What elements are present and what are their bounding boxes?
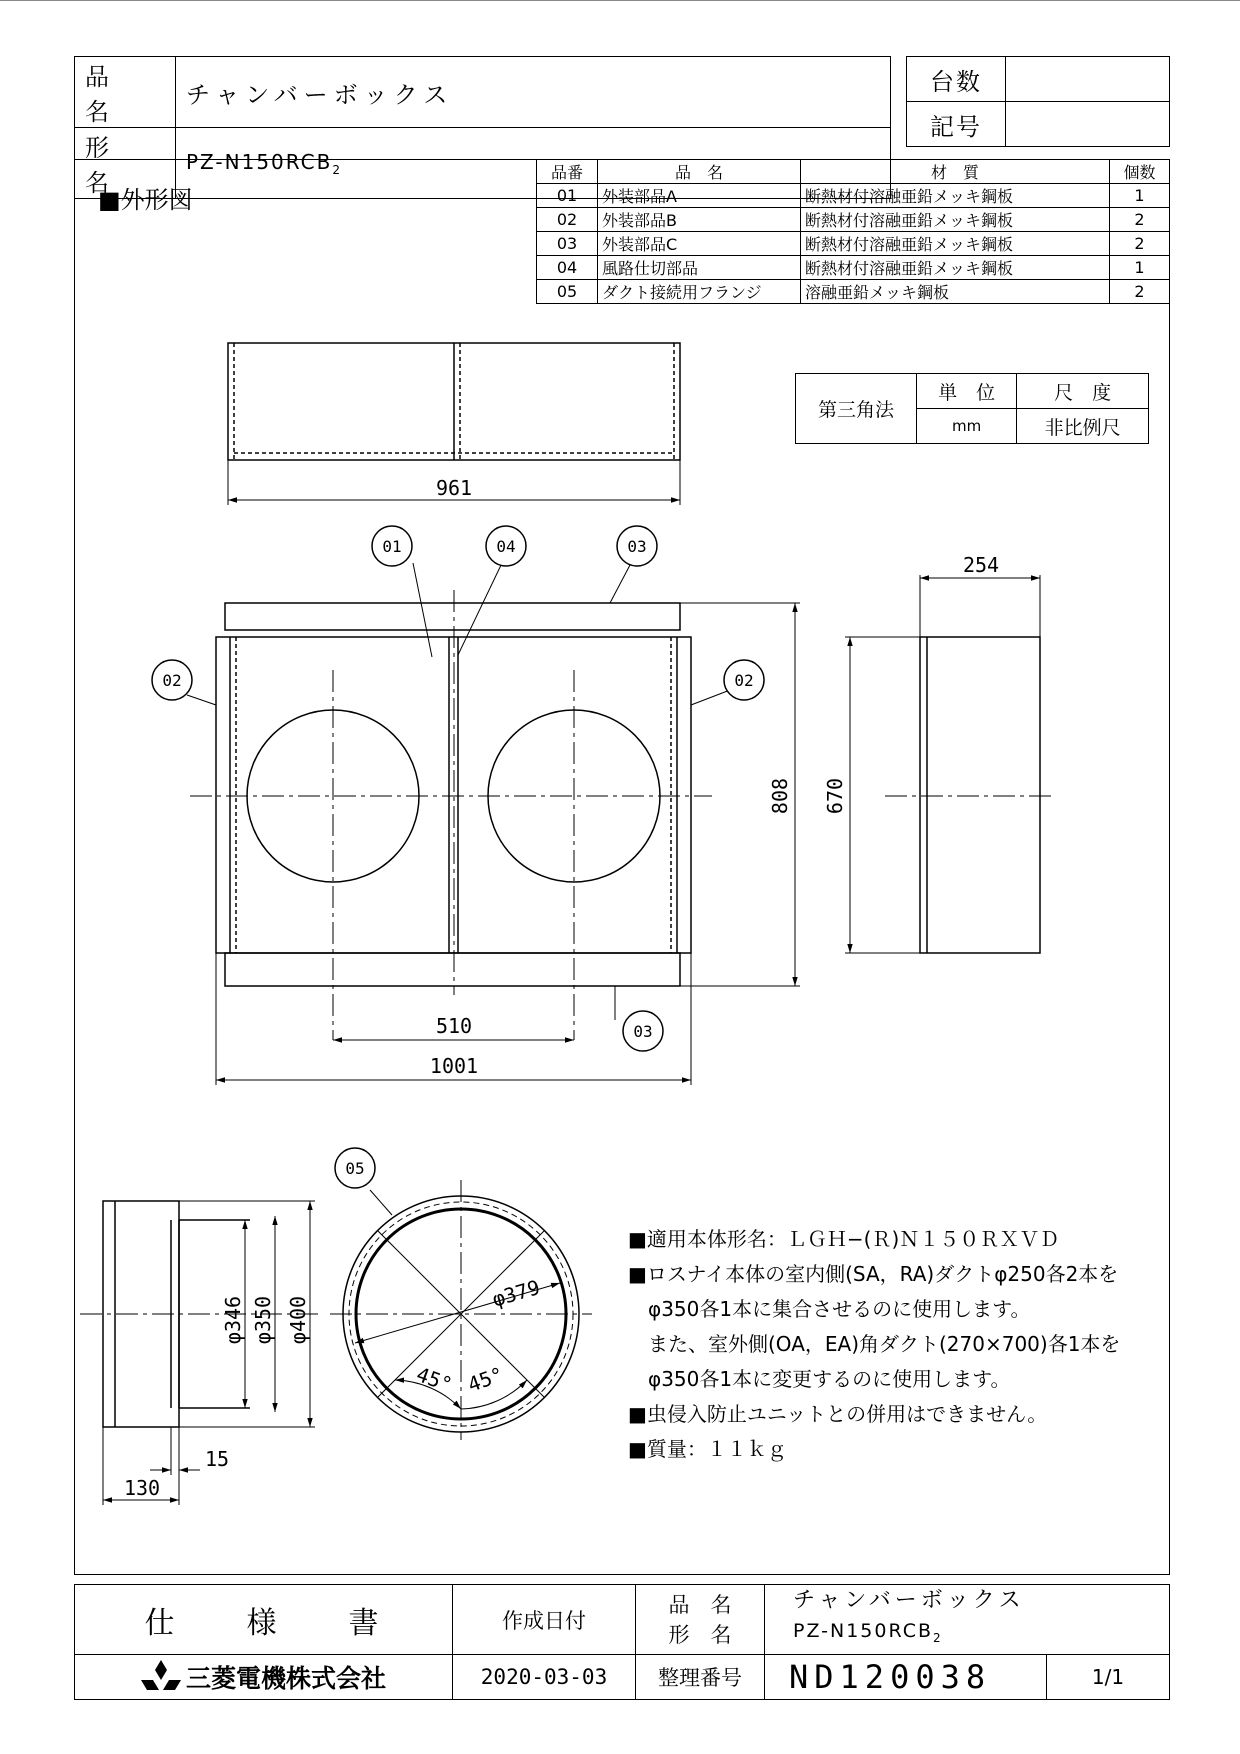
model-sub: 2: [332, 162, 342, 177]
company-cell: [75, 1655, 453, 1700]
front-view: [187, 563, 800, 1085]
model-label: 形 名: [75, 128, 176, 199]
part-qty: 2: [1110, 232, 1170, 256]
footer-name-label: 品 名: [668, 1592, 732, 1617]
part-name: ダクト接続用フランジ: [598, 280, 801, 304]
date-value: 2020-03-03: [453, 1655, 636, 1700]
callout-01: 01: [382, 537, 402, 556]
part-material: 断熱材付溶融亜鉛メッキ鋼板: [801, 184, 1110, 208]
symbol-label: 記号: [907, 102, 1006, 147]
parts-header-qty: 個数: [1110, 160, 1170, 184]
section-title: ■外形図: [98, 186, 193, 214]
unit-value: mm: [917, 409, 1017, 444]
part-no: 04: [537, 256, 598, 280]
flange-front-view: [330, 1180, 592, 1440]
page-number: 1/1: [1047, 1655, 1170, 1700]
dim-d379: φ379: [489, 1275, 543, 1312]
scale-label: 尺 度: [1017, 374, 1149, 409]
footer-name-value: チャンバーボックス: [793, 1588, 1025, 1614]
callout-02-right: 02: [734, 671, 754, 690]
company-name: 三菱電機株式会社: [186, 1664, 387, 1693]
name-value: チャンバーボックス: [176, 57, 891, 128]
mitsubishi-logo-icon: [141, 1660, 181, 1694]
part-qty: 2: [1110, 280, 1170, 304]
name-model-values: [765, 1585, 1170, 1655]
note-line: ■ロスナイ本体の室内側(SA，RA)ダクトφ250各2本を: [628, 1262, 1119, 1286]
callout-04: 04: [496, 537, 516, 556]
note-line: ■質量：１１ｋｇ: [628, 1437, 787, 1461]
part-qty: 2: [1110, 208, 1170, 232]
scale-value: 非比例尺: [1017, 409, 1149, 444]
flange-side-view: [80, 1201, 320, 1505]
dim-depth: 254: [962, 553, 1000, 577]
qty-label: 台数: [907, 57, 1006, 102]
name-model-labels: [636, 1585, 765, 1655]
part-material: 断熱材付溶融亜鉛メッキ鋼板: [801, 208, 1110, 232]
unit-label: 単 位: [917, 374, 1017, 409]
ref-value: ND120038: [765, 1655, 1047, 1700]
part-name: 外装部品C: [598, 232, 801, 256]
dim-top-width: 961: [435, 476, 473, 500]
footer-model-sub: 2: [933, 1630, 943, 1645]
callout-03-bottom: 03: [633, 1022, 653, 1041]
dim-angle-right: 45°: [464, 1361, 507, 1397]
part-material: 断熱材付溶融亜鉛メッキ鋼板: [801, 256, 1110, 280]
dim-height-outer: 808: [768, 777, 792, 815]
callout-02-left: 02: [162, 671, 182, 690]
dim-angle-left: 45°: [413, 1361, 456, 1397]
part-qty: 1: [1110, 256, 1170, 280]
part-no: 05: [537, 280, 598, 304]
dim-d350: φ350: [251, 1295, 275, 1345]
date-label: 作成日付: [453, 1585, 636, 1655]
name-label: 品 名: [75, 57, 176, 128]
dim-flange-130: 130: [123, 1476, 161, 1500]
footer-model-value: PZ-N150RCB: [793, 1620, 934, 1643]
parts-header-name: 品 名: [598, 160, 801, 184]
dim-pitch: 510: [435, 1014, 473, 1038]
note-line: また、室外側(OA，EA)角ダクト(270×700)各1本を: [628, 1332, 1121, 1356]
parts-header-material: 材 質: [801, 160, 1110, 184]
side-view: [845, 575, 1055, 953]
part-name: 外装部品B: [598, 208, 801, 232]
note-line: ■適用本体形名：ＬＧＨ−(Ｒ)Ｎ１５０ＲＸＶＤ: [628, 1227, 1060, 1251]
ref-label: 整理番号: [636, 1655, 765, 1700]
dim-d400: φ400: [286, 1295, 310, 1345]
part-no: 01: [537, 184, 598, 208]
parts-header-no: 品番: [537, 160, 598, 184]
footer-title-block: [74, 1584, 1170, 1700]
note-line: φ350各1本に集合させるのに使用します。: [628, 1297, 1031, 1321]
callout-05: 05: [345, 1159, 365, 1178]
part-name: 外装部品A: [598, 184, 801, 208]
projection-method: 第三角法: [796, 374, 917, 444]
callout-03-top: 03: [627, 537, 647, 556]
part-name: 風路仕切部品: [598, 256, 801, 280]
part-no: 02: [537, 208, 598, 232]
note-line: ■虫侵入防止ユニットとの併用はできません。: [628, 1402, 1048, 1426]
dim-width: 1001: [429, 1054, 479, 1078]
notes: [628, 1222, 1120, 1467]
part-no: 03: [537, 232, 598, 256]
model-value: PZ-N150RCB: [186, 149, 333, 174]
part-material: 断熱材付溶融亜鉛メッキ鋼板: [801, 232, 1110, 256]
note-line: φ350各1本に変更するのに使用します。: [628, 1367, 1011, 1391]
dim-height-inner: 670: [823, 777, 847, 815]
dim-d346: φ346: [221, 1295, 245, 1345]
part-material: 溶融亜鉛メッキ鋼板: [801, 280, 1110, 304]
dim-flange-15: 15: [204, 1447, 230, 1471]
doc-type: 仕 様 書: [75, 1585, 453, 1655]
part-qty: 1: [1110, 184, 1170, 208]
footer-model-label: 形 名: [668, 1622, 732, 1647]
footer-model-value-line: [793, 1616, 1168, 1653]
